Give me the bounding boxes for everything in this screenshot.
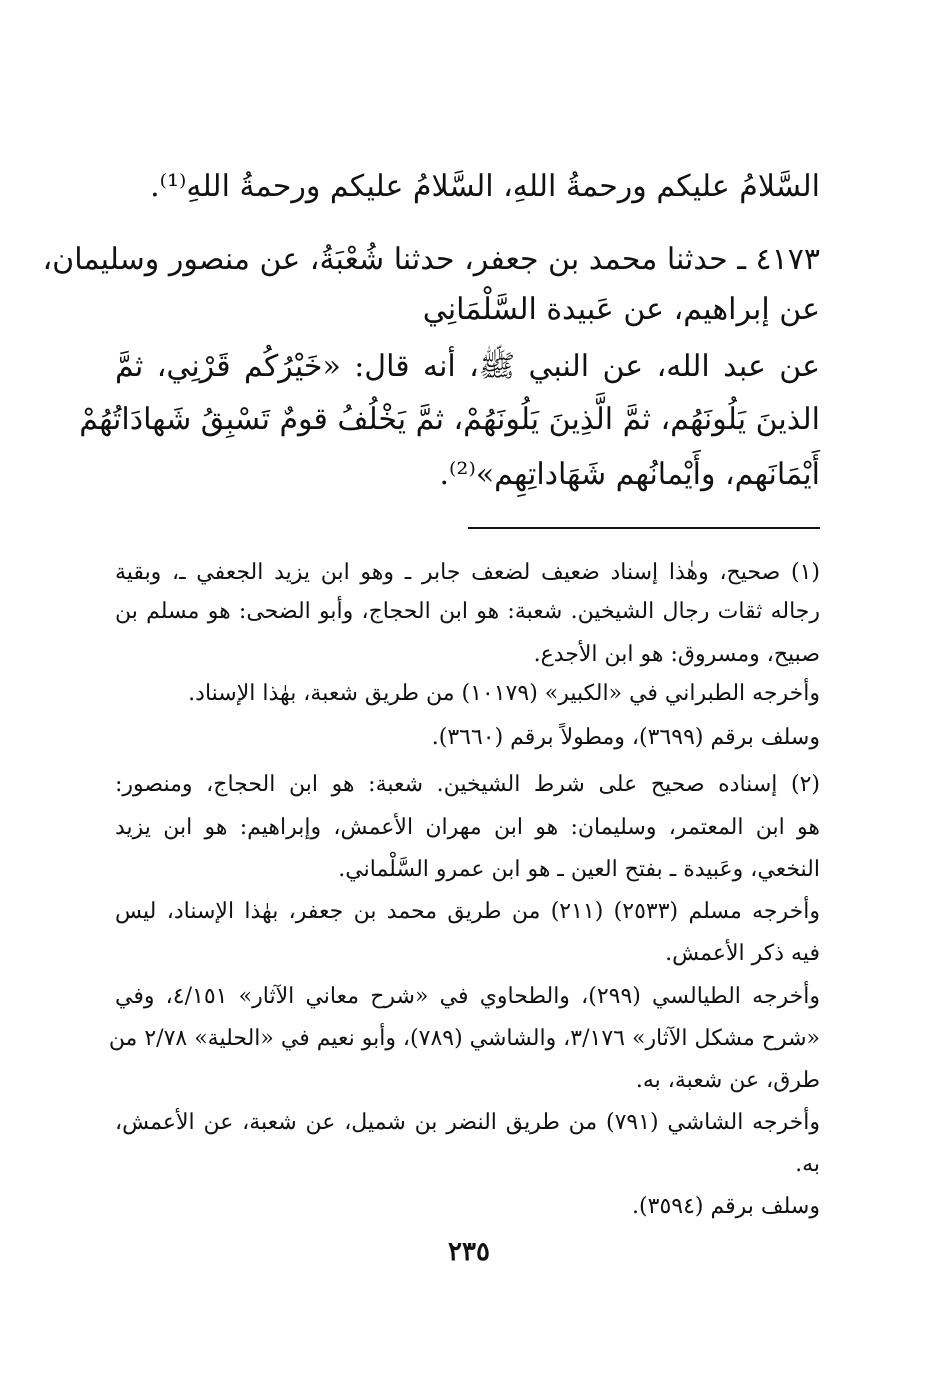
text-line: الذينَ يَلُونَهُم، ثمَّ الَّذِينَ يَلُونَهُمْ، ثمَّ يَخْلُفُ قومٌ تَسْبِقُ شَهادَاتُهُمْ <box>79 402 820 437</box>
footnotes <box>42 0 820 1230</box>
footnote-line: طرق، عن شعبة، به. <box>635 1068 820 1093</box>
footnote-line: وأخرجه مسلم (٢٥٣٣) (٢١١) من طريق محمد بن جعفر، بهٰذا الإسناد، ليس <box>115 899 820 924</box>
footnote-line: رجاله ثقات رجال الشيخين. شعبة: هو ابن الحجاج، وأبو الضحى: هو مسلم بن <box>115 599 820 624</box>
footnote-line: هو ابن المعتمر، وسليمان: هو ابن مهران الأعمش، وإبراهيم: هو ابن يزيد <box>115 815 820 840</box>
footnote-line: «شرح مشكل الآثار» ٣/١٧٦، والشاشي (٧٨٩)، وأبو نعيم في «الحلية» ٢/٧٨ من <box>108 1026 820 1051</box>
text-line: السَّلامُ عليكم ورحمةُ اللهِ، السَّلامُ عليكم ورحمةُ اللهِ⁽¹⁾. <box>150 169 820 204</box>
footnote-line: وأخرجه الطبراني في «الكبير» (١٠١٧٩) من طريق شعبة، بهٰذا الإسناد. <box>188 681 820 706</box>
footnote-line: (١) صحيح، وهٰذا إسناد ضعيف لضعف جابر ـ وهو ابن يزيد الجعفي ـ، وبقية <box>115 560 820 585</box>
page-number: ٢٣٥ <box>448 1237 490 1267</box>
footnote-line: صبيح، ومسروق: هو ابن الأجدع. <box>533 642 820 667</box>
footnote-line: وسلف برقم (٣٦٩٩)، ومطولاً برقم (٣٦٦٠). <box>431 725 820 750</box>
footnote-line: وسلف برقم (٣٥٩٤). <box>632 1194 820 1219</box>
text-line: عن إبراهيم، عن عَبيدة السَّلْمَانِي <box>422 292 820 327</box>
footnote-line: النخعي، وعَبيدة ـ بفتح العين ـ هو ابن عمرو السَّلْماني. <box>338 857 820 882</box>
text-line: ٤١٧٣ ـ حدثنا محمد بن جعفر، حدثنا شُعْبَةُ، عن منصور وسليمان، <box>42 242 820 277</box>
footnote-line: فيه ذكر الأعمش. <box>665 941 820 966</box>
text-line: أَيْمَانَهم، وأَيْمانُهم شَهَاداتِهِم»⁽²⁾. <box>439 457 820 492</box>
footnote-line: وأخرجه الشاشي (٧٩١) من طريق النضر بن شميل، عن شعبة، عن الأعمش، <box>115 1110 820 1135</box>
footnote-line: به. <box>795 1152 820 1177</box>
footnote-line: (٢) إسناده صحيح على شرط الشيخين. شعبة: هو ابن الحجاج، ومنصور: <box>115 772 820 797</box>
text-line: عن عبد الله، عن النبي ﷺ، أنه قال: «خَيْرُكُم قَرْنِي، ثمَّ <box>115 349 820 384</box>
footnote-line: وأخرجه الطيالسي (٢٩٩)، والطحاوي في «شرح معاني الآثار» ٤/١٥١، وفي <box>115 984 820 1009</box>
